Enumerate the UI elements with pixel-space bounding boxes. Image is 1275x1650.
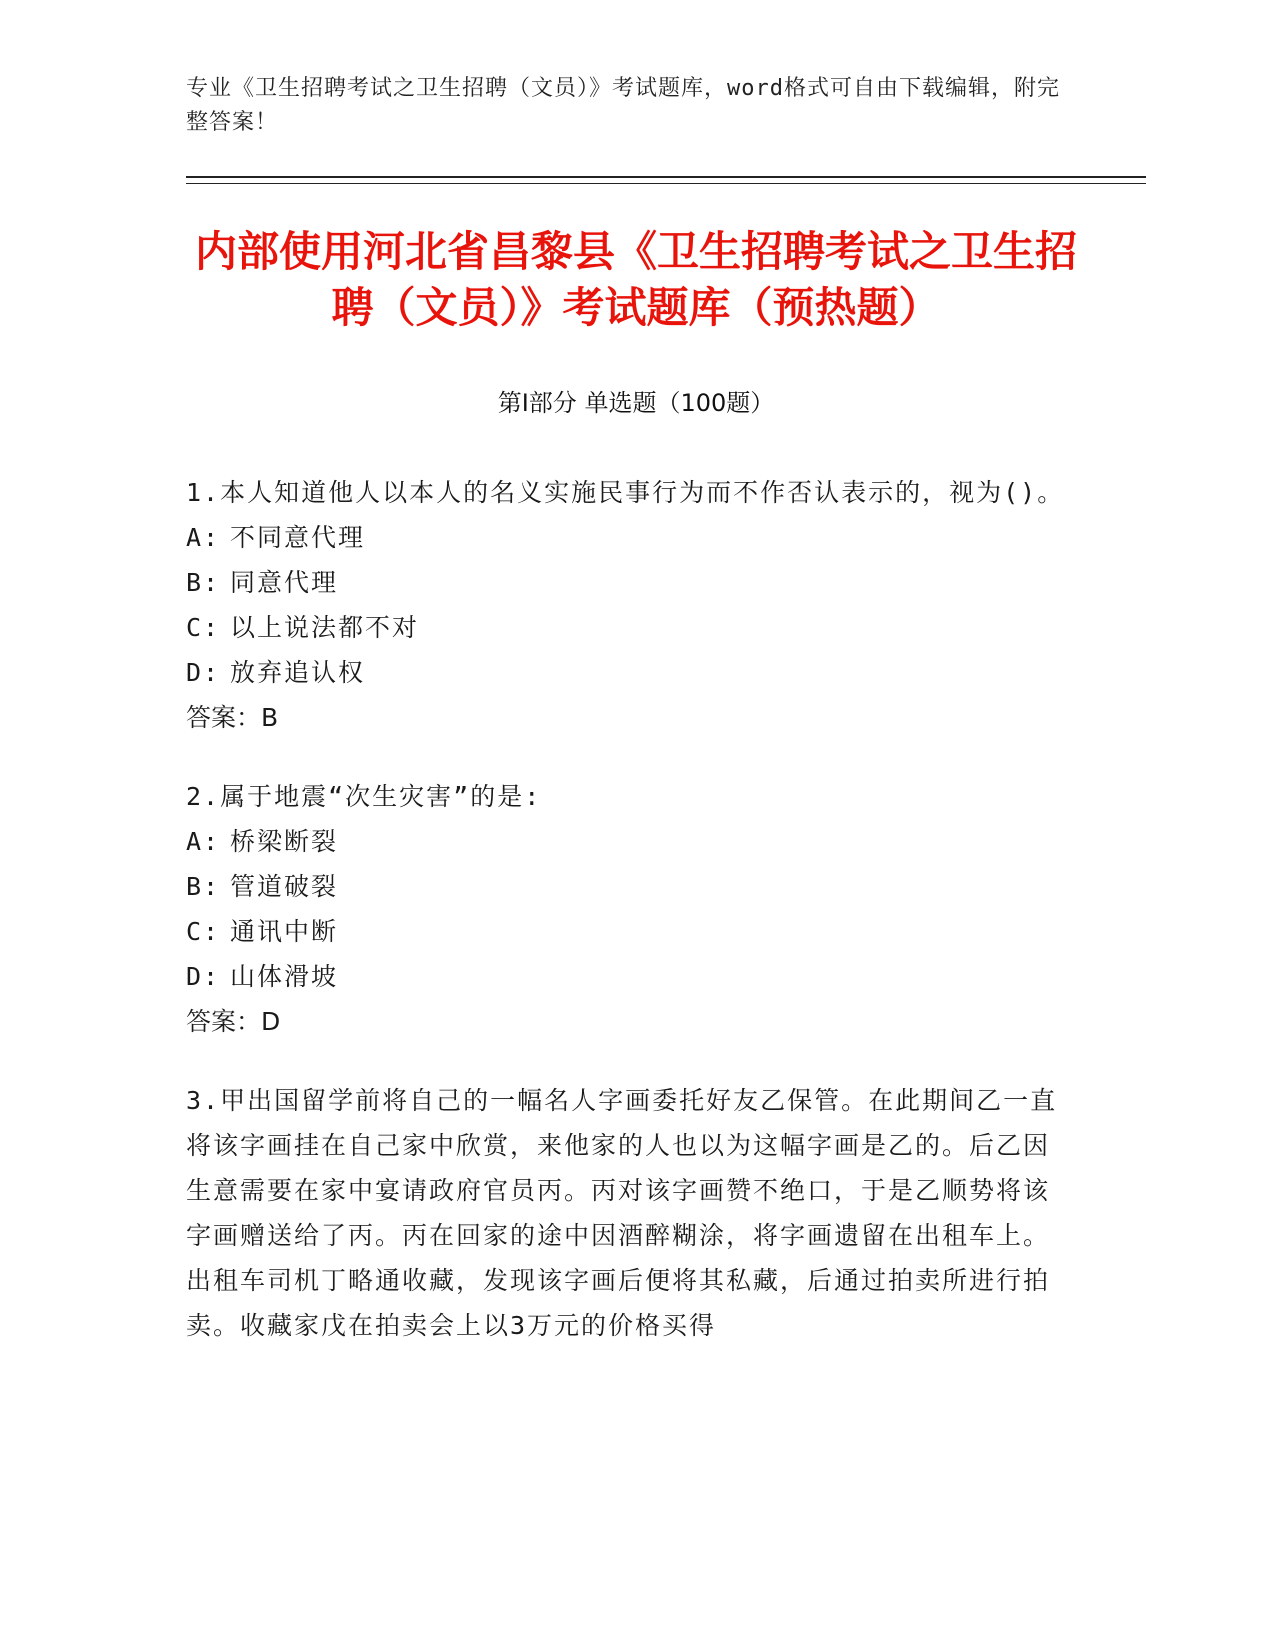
option-label: C: <box>186 917 221 946</box>
question-stem: 3.甲出国留学前将自己的一幅名人字画委托好友乙保管。在此期间乙一直将该字画挂在自己家中欣赏，来他家的人也以为这幅字画是乙的。后乙因生意需要在家中宴请政府官员丙。丙对该字画赞不绝口，于是乙顺势将该字画赠送给了丙。丙在回家的途中因酒醉糊涂，将字画遗留在出租车上。出租车司机丁略通收藏，发现该字画后便将其私藏，后通过拍卖所进行拍卖。收藏家戊在拍卖会上以3万元的价格买得 <box>186 1086 1058 1340</box>
option-text: 放弃追认权 <box>230 658 366 687</box>
option-a <box>186 515 1066 560</box>
header-divider-thick <box>186 176 1146 178</box>
question-stem: 1.本人知道他人以本人的名义实施民事行为而不作否认表示的，视为()。 <box>186 478 1065 507</box>
option-c <box>186 909 1066 954</box>
option-text: 管道破裂 <box>230 872 339 901</box>
answer: 答案：D <box>186 1007 281 1036</box>
question-1 <box>186 470 1066 740</box>
option-label: D: <box>186 658 221 687</box>
option-text: 山体滑坡 <box>230 962 339 991</box>
option-b <box>186 560 1066 605</box>
header-note: 专业《卫生招聘考试之卫生招聘（文员）》考试题库，word格式可自由下载编辑，附完整答案！ <box>186 76 1060 135</box>
answer: 答案：B <box>186 703 279 732</box>
option-d <box>186 650 1066 695</box>
question-2 <box>186 774 1066 1044</box>
option-text: 通讯中断 <box>230 917 339 946</box>
question-3 <box>186 1078 1066 1348</box>
option-text: 同意代理 <box>230 568 339 597</box>
question-list <box>186 470 1066 1382</box>
option-b <box>186 864 1066 909</box>
option-a <box>186 819 1066 864</box>
option-text: 以上说法都不对 <box>230 613 420 642</box>
option-text: 桥梁断裂 <box>230 827 339 856</box>
document-title: 内部使用河北省昌黎县《卫生招聘考试之卫生招聘（文员）》考试题库（预热题） <box>194 227 1077 332</box>
option-label: B: <box>186 872 221 901</box>
option-label: A: <box>186 827 221 856</box>
section-title: 第Ⅰ部分 单选题（100题） <box>497 389 775 417</box>
header-divider-thin <box>186 183 1146 184</box>
option-label: B: <box>186 568 221 597</box>
option-text: 不同意代理 <box>230 523 366 552</box>
option-c <box>186 605 1066 650</box>
question-stem: 2.属于地震“次生灾害”的是: <box>186 782 542 811</box>
option-label: A: <box>186 523 221 552</box>
option-d <box>186 954 1066 999</box>
option-label: C: <box>186 613 221 642</box>
option-label: D: <box>186 962 221 991</box>
